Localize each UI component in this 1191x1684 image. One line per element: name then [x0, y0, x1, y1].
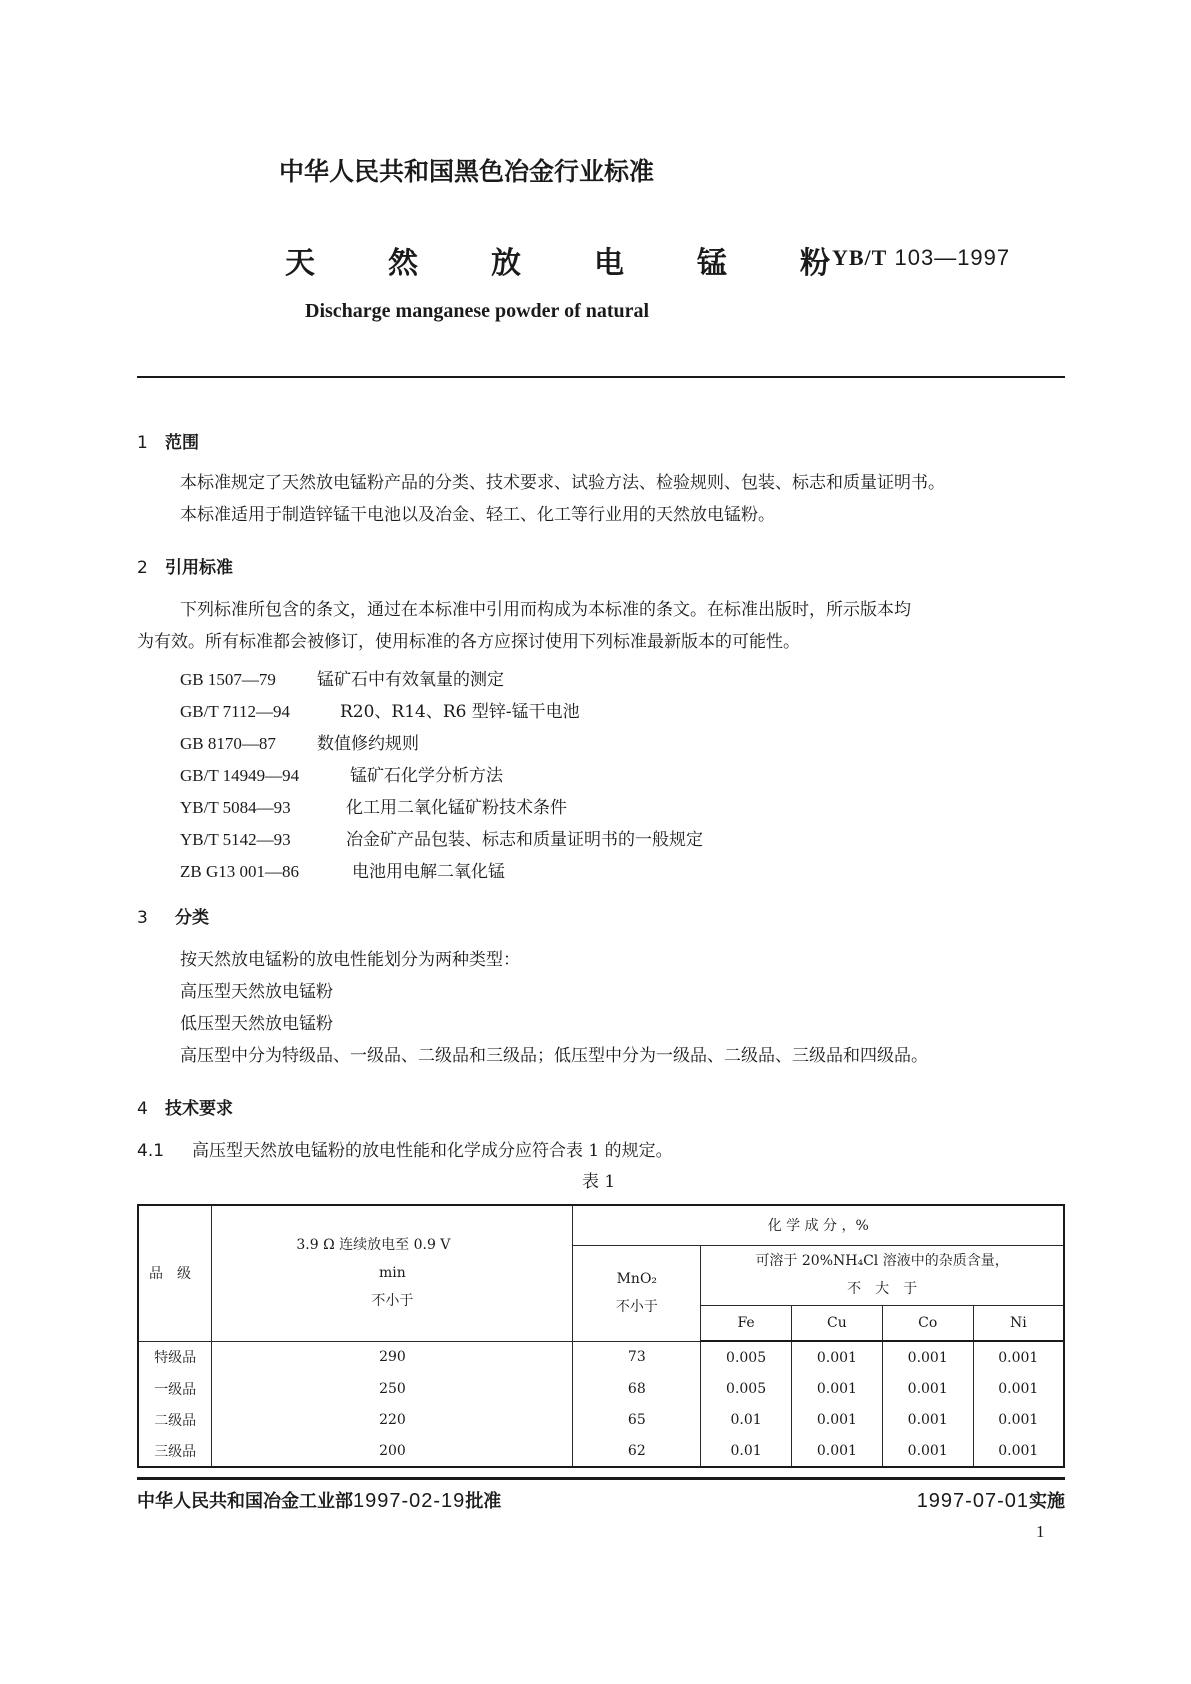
section-number: 1	[137, 433, 148, 453]
effective-line	[917, 1487, 1065, 1513]
reference-title: R20、R14、R6 型锌-锰干电池	[340, 702, 580, 722]
table-1	[137, 1204, 1065, 1468]
cell-grade: 三级品	[138, 1435, 212, 1467]
cell-co: 0.001	[882, 1435, 973, 1467]
title-char: 锰	[697, 246, 727, 281]
cell-mno2: 62	[573, 1435, 701, 1467]
header-discharge	[212, 1205, 573, 1341]
paragraph: 低压型天然放电锰粉	[180, 1014, 333, 1034]
impurities-label: 可溶于 20%NH₄Cl 溶液中的杂质含量，	[755, 1253, 1009, 1269]
cell-mno2: 68	[573, 1373, 701, 1404]
section-1-heading	[137, 428, 199, 453]
document-title	[285, 238, 903, 282]
paragraph: 为有效。所有标准都会被修订，使用标准的各方应探讨使用下列标准最新版本的可能性。	[137, 632, 800, 652]
standard-code-prefix: YB/T	[832, 245, 888, 270]
reference-title: 冶金矿产品包装、标志和质量证明书的一般规定	[346, 830, 703, 850]
effective-date: 1997-07-01	[916, 1490, 1029, 1512]
cell-mno2: 73	[573, 1341, 701, 1373]
mno2-label: MnO₂	[616, 1271, 658, 1287]
section-3-heading	[137, 903, 209, 928]
header-cu: Cu	[791, 1305, 882, 1341]
reference-code: ZB G13 001—86	[180, 862, 299, 881]
cell-ni: 0.001	[973, 1341, 1064, 1373]
cell-cu: 0.001	[791, 1373, 882, 1404]
title-char: 天	[285, 246, 315, 281]
reference-item	[180, 825, 703, 850]
section-2-heading	[137, 553, 233, 578]
cell-fe: 0.005	[701, 1373, 792, 1404]
table-row	[138, 1373, 1064, 1404]
effective-label: 实施	[1029, 1491, 1065, 1512]
header-impurities	[701, 1245, 1064, 1305]
standard-code	[832, 245, 1010, 271]
header-fe: Fe	[701, 1305, 792, 1341]
reference-title: 数值修约规则	[317, 734, 419, 754]
cell-discharge: 250	[212, 1373, 573, 1404]
cell-fe: 0.01	[701, 1435, 792, 1467]
title-char: 粉	[800, 246, 830, 281]
header-grade: 品 级	[138, 1205, 212, 1341]
section-title: 技术要求	[165, 1099, 233, 1119]
cell-cu: 0.001	[791, 1435, 882, 1467]
cell-discharge: 220	[212, 1404, 573, 1435]
cell-cu: 0.001	[791, 1404, 882, 1435]
paragraph: 下列标准所包含的条文，通过在本标准中引用而构成为本标准的条文。在标准出版时，所示版本均	[180, 600, 911, 620]
header-chemical-composition: 化 学 成 分 ，%	[573, 1205, 1064, 1245]
reference-title: 电池用电解二氧化锰	[352, 862, 505, 882]
section-4-heading	[137, 1094, 233, 1119]
clause-number: 4.1	[137, 1141, 165, 1161]
reference-title: 锰矿石化学分析方法	[350, 766, 503, 786]
table-caption: 表 1	[582, 1172, 616, 1192]
approval-line	[137, 1487, 501, 1513]
title-char: 然	[388, 246, 418, 281]
reference-code: YB/T 5142—93	[180, 830, 291, 849]
cell-fe: 0.01	[701, 1404, 792, 1435]
reference-code: GB/T 7112—94	[180, 702, 291, 721]
title-char: 放	[491, 246, 521, 281]
cell-co: 0.001	[882, 1341, 973, 1373]
paragraph: 高压型天然放电锰粉	[180, 982, 333, 1002]
reference-item	[180, 697, 580, 722]
discharge-unit: min	[379, 1265, 406, 1282]
table-row	[138, 1435, 1064, 1467]
cell-mno2: 65	[573, 1404, 701, 1435]
reference-code: GB 1507—79	[180, 670, 276, 689]
reference-title: 化工用二氧化锰矿粉技术条件	[346, 798, 567, 818]
cell-fe: 0.005	[701, 1341, 792, 1373]
cell-co: 0.001	[882, 1373, 973, 1404]
cell-cu: 0.001	[791, 1341, 882, 1373]
impurities-limit: 不 大 于	[847, 1281, 918, 1297]
section-number: 4	[137, 1099, 148, 1119]
header-ni: Ni	[973, 1305, 1064, 1341]
section-number: 3	[137, 908, 148, 928]
paragraph: 高压型中分为特级品、一级品、二级品和三级品；低压型中分为一级品、二级品、三级品和四级品。	[180, 1046, 928, 1066]
reference-item	[180, 729, 419, 754]
reference-item	[180, 761, 503, 786]
reference-title: 锰矿石中有效氧量的测定	[317, 670, 504, 690]
reference-item	[180, 793, 567, 818]
mno2-limit: 不小于	[615, 1299, 658, 1315]
cell-grade: 特级品	[138, 1341, 212, 1373]
english-subtitle: Discharge manganese powder of natural	[305, 300, 650, 322]
section-title: 范围	[165, 433, 199, 453]
clause-4-1	[137, 1135, 673, 1167]
approval-label: 批准	[465, 1491, 502, 1512]
cell-discharge: 200	[212, 1435, 573, 1467]
title-char: 电	[594, 246, 624, 281]
header-divider	[137, 376, 1065, 378]
approval-date: 1997-02-19	[353, 1490, 466, 1512]
footer-divider	[137, 1477, 1065, 1480]
cell-ni: 0.001	[973, 1373, 1064, 1404]
cell-discharge: 290	[212, 1341, 573, 1373]
paragraph: 本标准规定了天然放电锰粉产品的分类、技术要求、试验方法、检验规则、包装、标志和质量证明书。	[180, 473, 945, 493]
header-mno2	[573, 1245, 701, 1341]
issuing-body-heading: 中华人民共和国黑色冶金行业标准	[279, 157, 655, 186]
approving-authority: 中华人民共和国冶金工业部	[137, 1491, 353, 1512]
reference-code: YB/T 5084—93	[180, 798, 291, 817]
section-title: 分类	[175, 908, 209, 928]
section-title: 引用标准	[165, 558, 233, 578]
reference-item	[180, 857, 505, 882]
reference-code: GB/T 14949—94	[180, 766, 300, 785]
cell-co: 0.001	[882, 1404, 973, 1435]
cell-ni: 0.001	[973, 1404, 1064, 1435]
reference-code: GB 8170—87	[180, 734, 276, 753]
cell-ni: 0.001	[973, 1435, 1064, 1467]
cell-grade: 一级品	[138, 1373, 212, 1404]
cell-grade: 二级品	[138, 1404, 212, 1435]
table-row	[138, 1404, 1064, 1435]
table-row	[138, 1341, 1064, 1373]
standard-code-number: 103—1997	[894, 245, 1011, 270]
header-co: Co	[882, 1305, 973, 1341]
discharge-condition: 3.9 Ω 连续放电至 0.9 V	[296, 1237, 451, 1254]
reference-item	[180, 665, 504, 690]
section-number: 2	[137, 558, 148, 578]
page-number: 1	[1036, 1522, 1045, 1541]
clause-text: 高压型天然放电锰粉的放电性能和化学成分应符合表 1 的规定。	[192, 1141, 673, 1161]
paragraph: 本标准适用于制造锌锰干电池以及冶金、轻工、化工等行业用的天然放电锰粉。	[180, 505, 775, 525]
paragraph: 按天然放电锰粉的放电性能划分为两种类型：	[180, 950, 520, 970]
discharge-limit: 不小于	[371, 1293, 414, 1310]
